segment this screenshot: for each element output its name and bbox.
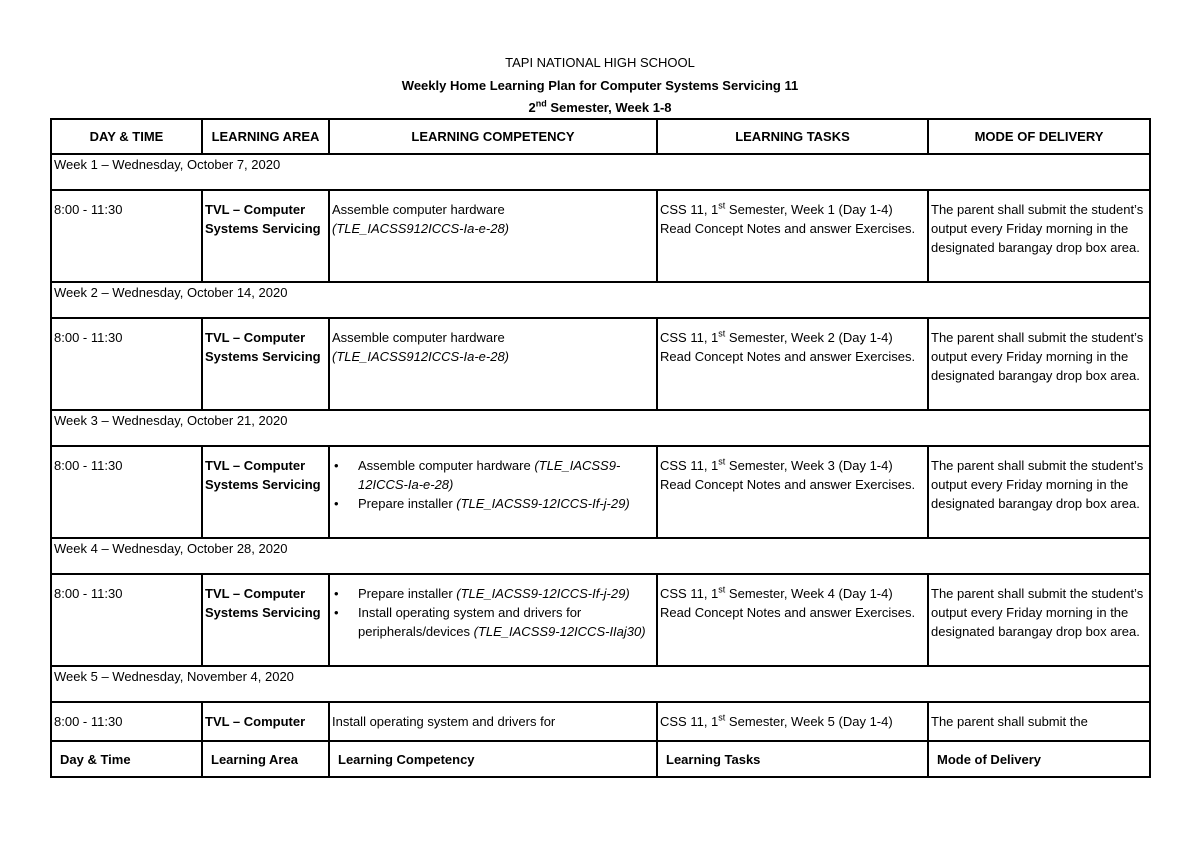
learning-competency-cell <box>329 446 657 538</box>
day-time-cell: 8:00 - 11:30 <box>51 702 202 741</box>
week-label: Week 1 – Wednesday, October 7, 2020 <box>51 154 1150 190</box>
learning-competency-cell: Assemble computer hardware (TLE_IACSS912ICCS-Ia-e-28) <box>329 318 657 410</box>
day-time-cell: 8:00 - 11:30 <box>51 446 202 538</box>
learning-tasks-cell: CSS 11, 1st Semester, Week 4 (Day 1-4) Read Concept Notes and answer Exercises. <box>657 574 928 666</box>
week-label: Week 5 – Wednesday, November 4, 2020 <box>51 666 1150 702</box>
table-row <box>51 702 1150 741</box>
mode-of-delivery-cell: The parent shall submit the <box>928 702 1150 741</box>
week-label: Week 3 – Wednesday, October 21, 2020 <box>51 410 1150 446</box>
footer-learning-competency: Learning Competency <box>329 741 657 777</box>
day-time-cell: 8:00 - 11:30 <box>51 190 202 282</box>
table-row <box>51 318 1150 410</box>
week-label: Week 4 – Wednesday, October 28, 2020 <box>51 538 1150 574</box>
plan-title: Weekly Home Learning Plan for Computer Systems Servicing 11 <box>401 78 799 93</box>
week-label: Week 2 – Wednesday, October 14, 2020 <box>51 282 1150 318</box>
mode-of-delivery-cell: The parent shall submit the student’s output every Friday morning in the designated barangay drop box area. <box>928 574 1150 666</box>
learning-tasks-cell: CSS 11, 1st Semester, Week 1 (Day 1-4) Read Concept Notes and answer Exercises. <box>657 190 928 282</box>
mode-of-delivery-cell: The parent shall submit the student’s output every Friday morning in the designated barangay drop box area. <box>928 318 1150 410</box>
learning-competency-cell: Install operating system and drivers for <box>329 702 657 741</box>
table-row <box>51 446 1150 538</box>
learning-area-cell: TVL – Computer Systems Servicing <box>202 574 329 666</box>
table-row <box>51 574 1150 666</box>
school-name: TAPI NATIONAL HIGH SCHOOL <box>505 55 695 70</box>
learning-competency-cell <box>329 574 657 666</box>
day-time-cell: 8:00 - 11:30 <box>51 574 202 666</box>
semester-line: 2nd Semester, Week 1-8 <box>528 98 672 115</box>
learning-area-cell: TVL – Computer Systems Servicing <box>202 190 329 282</box>
table-footer-row <box>51 741 1150 777</box>
col-header-learning-competency: LEARNING COMPETENCY <box>329 119 657 154</box>
day-time-cell: 8:00 - 11:30 <box>51 318 202 410</box>
learning-tasks-cell: CSS 11, 1st Semester, Week 5 (Day 1-4) <box>657 702 928 741</box>
col-header-mode-of-delivery: MODE OF DELIVERY <box>928 119 1150 154</box>
col-header-learning-tasks: LEARNING TASKS <box>657 119 928 154</box>
table-row <box>51 190 1150 282</box>
footer-day-time: Day & Time <box>51 741 202 777</box>
mode-of-delivery-cell: The parent shall submit the student’s output every Friday morning in the designated barangay drop box area. <box>928 446 1150 538</box>
footer-learning-area: Learning Area <box>202 741 329 777</box>
mode-of-delivery-cell: The parent shall submit the student’s output every Friday morning in the designated barangay drop box area. <box>928 190 1150 282</box>
table-header-row <box>51 119 1150 154</box>
learning-plan-table <box>50 118 1151 778</box>
list-item: • Install operating system and drivers for peripherals/devices (TLE_IACSS9-12ICCS-IIaj30) <box>358 603 656 641</box>
col-header-learning-area: LEARNING AREA <box>202 119 329 154</box>
col-header-day-time: DAY & TIME <box>51 119 202 154</box>
learning-area-cell: TVL – Computer Systems Servicing <box>202 446 329 538</box>
list-item: • Prepare installer (TLE_IACSS9-12ICCS-If-j-29) <box>358 584 656 603</box>
learning-tasks-cell: CSS 11, 1st Semester, Week 3 (Day 1-4) Read Concept Notes and answer Exercises. <box>657 446 928 538</box>
footer-learning-tasks: Learning Tasks <box>657 741 928 777</box>
footer-mode-of-delivery: Mode of Delivery <box>928 741 1150 777</box>
learning-area-cell: TVL – Computer <box>202 702 329 741</box>
learning-competency-cell: Assemble computer hardware (TLE_IACSS912ICCS-Ia-e-28) <box>329 190 657 282</box>
list-item: • Prepare installer (TLE_IACSS9-12ICCS-If-j-29) <box>358 494 656 513</box>
list-item: • Assemble computer hardware (TLE_IACSS9-12ICCS-Ia-e-28) <box>358 456 656 494</box>
learning-tasks-cell: CSS 11, 1st Semester, Week 2 (Day 1-4) Read Concept Notes and answer Exercises. <box>657 318 928 410</box>
learning-area-cell: TVL – Computer Systems Servicing <box>202 318 329 410</box>
